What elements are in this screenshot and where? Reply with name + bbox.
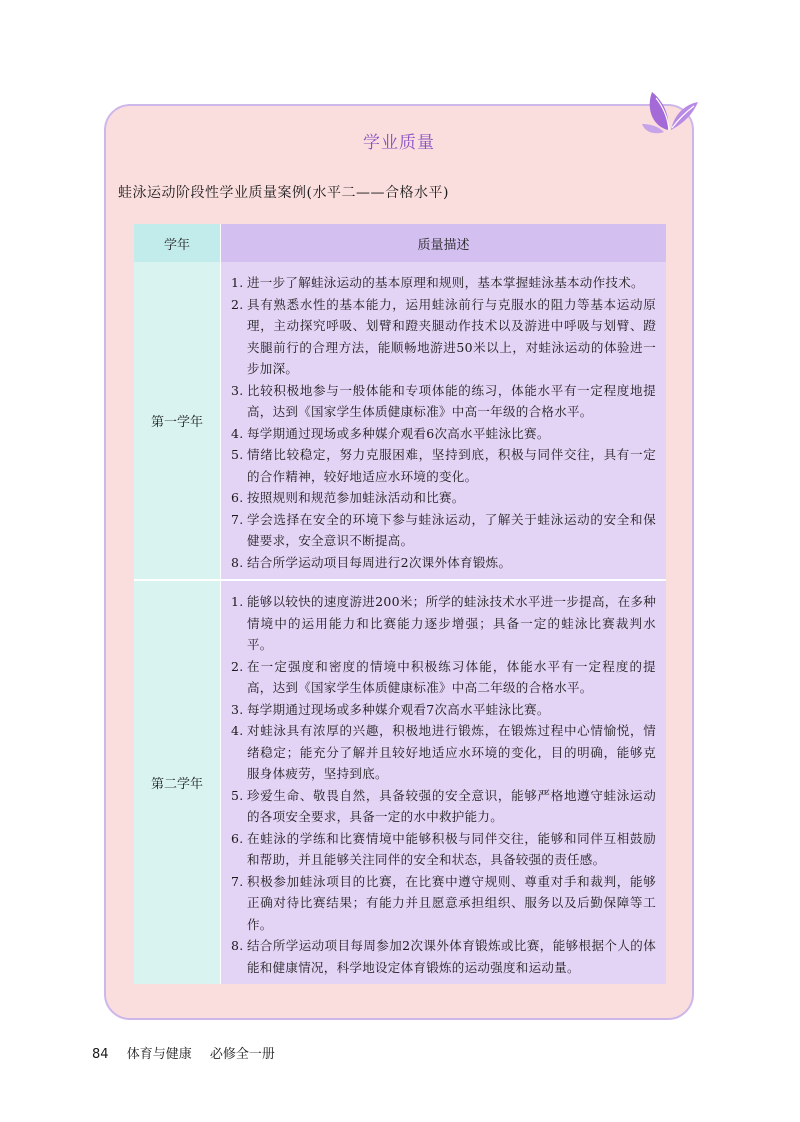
description-cell-2	[221, 580, 667, 984]
header-year: 学年	[134, 224, 221, 262]
butterfly-leaf-icon	[642, 86, 700, 140]
quality-table	[134, 224, 666, 984]
description-cell-1	[221, 262, 667, 580]
list-item: 5. 情绪比较稳定，努力克服困难，坚持到底，积极与同伴交往，具有一定的合作精神，较好地适应水环境的变化。	[231, 447, 656, 484]
list-item: 8. 结合所学运动项目每周参加2次课外体育锻炼或比赛，能够根据个人的体能和健康情况，科学地设定体育锻炼的运动强度和运动量。	[231, 938, 656, 975]
list-item: 1. 进一步了解蛙泳运动的基本原理和规则，基本掌握蛙泳基本动作技术。	[231, 275, 644, 290]
header-description: 质量描述	[221, 224, 667, 262]
list-item: 2. 在一定强度和密度的情境中积极练习体能，体能水平有一定程度的提高，达到《国家学生体质健康标准》中高二年级的合格水平。	[231, 658, 656, 695]
panel-title: 学业质量	[363, 133, 435, 153]
list-item: 7. 学会选择在安全的环境下参与蛙泳运动，了解关于蛙泳运动的安全和保健要求，安全意识不断提高。	[231, 511, 656, 548]
page-footer	[92, 1043, 275, 1062]
list-item: 3. 每学期通过现场或多种媒介观看7次高水平蛙泳比赛。	[231, 701, 550, 717]
list-item: 6. 在蛙泳的学练和比赛情境中能够积极与同伴交往，能够和同伴互相鼓励和帮助，并且能够关注同伴的安全和状态，具备较强的责任感。	[231, 830, 656, 867]
year-cell-1: 第一学年	[134, 262, 221, 580]
volume-label: 必修全一册	[209, 1047, 275, 1062]
table-row	[134, 262, 666, 580]
quality-list-1	[231, 272, 656, 573]
list-item: 6. 按照规则和规范参加蛙泳活动和比赛。	[231, 490, 465, 505]
table-row	[134, 580, 666, 984]
list-item: 1. 能够以较快的速度游进200米；所学的蛙泳技术水平进一步提高，在多种情境中的运用能力和比赛能力逐步增强；具备一定的蛙泳比赛裁判水平。	[231, 594, 656, 652]
list-item: 3. 比较积极地参与一般体能和专项体能的练习，体能水平有一定程度地提高，达到《国家学生体质健康标准》中高一年级的合格水平。	[231, 382, 656, 419]
table-header-row	[134, 224, 666, 262]
list-item: 4. 对蛙泳具有浓厚的兴趣，积极地进行锻炼，在锻炼过程中心情愉悦，情绪稳定；能充分了解并且较好地适应水环境的变化，目的明确，能够克服身体疲劳，坚持到底。	[231, 723, 656, 781]
year-cell-2: 第二学年	[134, 580, 221, 984]
list-item: 4. 每学期通过现场或多种媒介观看6次高水平蛙泳比赛。	[231, 425, 550, 441]
list-item: 7. 积极参加蛙泳项目的比赛，在比赛中遵守规则、尊重对手和裁判，能够正确对待比赛结果；有能力并且愿意承担组织、服务以及后勤保障等工作。	[231, 873, 656, 932]
page-number: 84	[92, 1047, 109, 1062]
case-title: 蛙泳运动阶段性学业质量案例(水平二——合格水平)	[118, 185, 449, 201]
list-item: 2. 具有熟悉水性的基本能力，运用蛙泳前行与克服水的阻力等基本运动原理，主动探究呼吸、划臂和蹬夹腿动作技术以及游进中呼吸与划臂、蹬夹腿前行的合理方法，能顺畅地游进50米以上，对蛙泳运动的体验进一步加深。	[231, 296, 656, 376]
list-item: 5. 珍爱生命、敬畏自然，具备较强的安全意识，能够严格地遵守蛙泳运动的各项安全要求，具备一定的水中救护能力。	[231, 787, 656, 824]
quality-list-2	[231, 591, 656, 978]
book-title: 体育与健康	[126, 1047, 192, 1062]
list-item: 8. 结合所学运动项目每周进行2次课外体育锻炼。	[231, 554, 512, 570]
